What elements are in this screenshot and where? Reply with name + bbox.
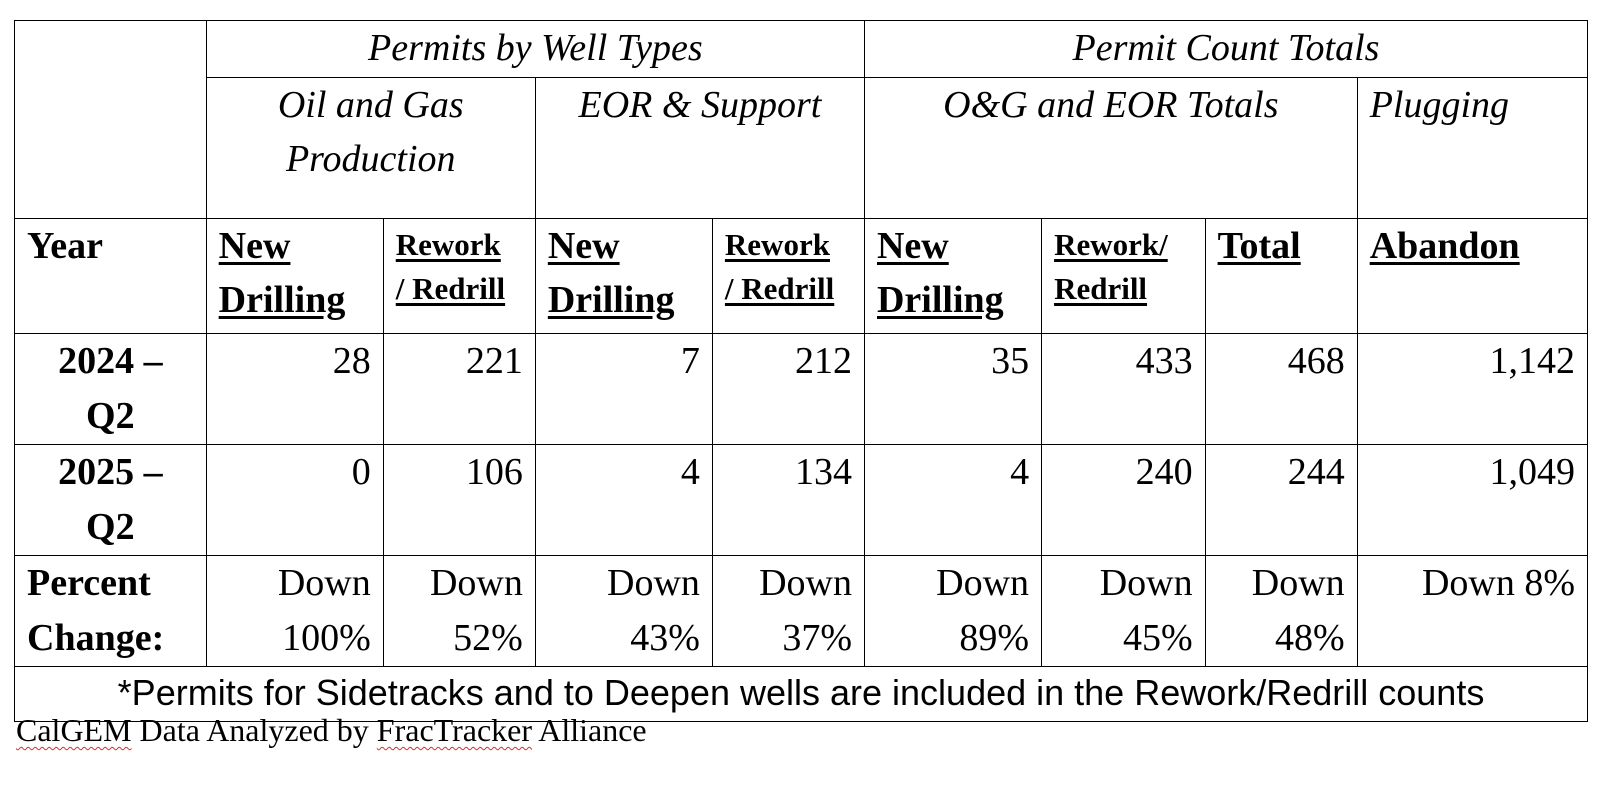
table-cell: 1,049 — [1357, 445, 1587, 556]
col-eor-rework-line1: Rework — [724, 227, 830, 262]
subgroup-header-row — [15, 78, 1588, 219]
percent-cell — [1042, 556, 1206, 667]
subgroup-eor: EOR & Support — [535, 78, 864, 219]
col-eor-new-line2: Drilling — [547, 279, 675, 321]
pct-word: Down — [607, 562, 700, 604]
col-total-new-line2: Drilling — [876, 279, 1004, 321]
table-row — [15, 334, 1588, 445]
percent-cell — [1357, 556, 1587, 667]
percent-cell — [864, 556, 1041, 667]
col-total-label: Total — [1217, 225, 1301, 267]
group-permit-totals: Permit Count Totals — [864, 21, 1587, 78]
col-abandon-label: Abandon — [1369, 225, 1520, 267]
column-total-rework — [1042, 219, 1206, 334]
table-cell: 7 — [535, 334, 712, 445]
col-eor-rework-line2: / Redrill — [724, 271, 835, 306]
row-year-line1: 2024 – — [58, 340, 163, 382]
credit-calgem: CalGEM — [16, 712, 132, 748]
column-total — [1205, 219, 1357, 334]
pct-value: 37% — [782, 617, 852, 659]
column-total-new-drilling — [864, 219, 1041, 334]
table-cell: 106 — [383, 445, 535, 556]
pct-value: 52% — [453, 617, 523, 659]
column-og-new-drilling — [206, 219, 383, 334]
table-cell: 244 — [1205, 445, 1357, 556]
source-credit — [16, 710, 647, 750]
column-year-label: Year — [27, 225, 103, 267]
table-cell: 1,142 — [1357, 334, 1587, 445]
pct-word: Down — [277, 562, 371, 604]
column-eor-rework — [712, 219, 864, 334]
column-og-rework — [383, 219, 535, 334]
subgroup-plugging: Plugging — [1357, 78, 1587, 219]
corner-cell — [15, 21, 207, 219]
group-well-types: Permits by Well Types — [206, 21, 864, 78]
table-cell: 4 — [864, 445, 1041, 556]
percent-cell — [383, 556, 535, 667]
pct-word: Down — [1099, 562, 1193, 604]
pct-value: 89% — [959, 617, 1030, 659]
credit-middle: Data Analyzed by — [131, 712, 377, 748]
table-cell: 212 — [712, 334, 864, 445]
credit-fractracker: FracTracker — [376, 712, 532, 748]
percent-label-line1: Percent — [27, 562, 151, 604]
col-total-new-line1: New — [876, 225, 949, 267]
pct-word: Down — [936, 562, 1030, 604]
column-abandon — [1357, 219, 1587, 334]
table-cell: 4 — [535, 445, 712, 556]
table-cell: 221 — [383, 334, 535, 445]
row-year-line2: Q2 — [86, 395, 135, 437]
table-cell: 0 — [206, 445, 383, 556]
percent-change-label — [15, 556, 207, 667]
pct-word: Down — [759, 562, 852, 604]
percent-cell — [206, 556, 383, 667]
credit-end: Alliance — [532, 712, 647, 748]
column-header-row — [15, 219, 1588, 334]
percent-cell — [1205, 556, 1357, 667]
group-header-row — [15, 21, 1588, 78]
subgroup-oil-gas-line1: Oil and Gas — [277, 84, 464, 126]
table-cell: 35 — [864, 334, 1041, 445]
percent-label-line2: Change: — [27, 617, 165, 659]
pct-value: 43% — [630, 617, 700, 659]
row-year-line2: Q2 — [86, 506, 135, 548]
table-cell: 433 — [1042, 334, 1206, 445]
footnote: *Permits for Sidetracks and to Deepen wells are included in the Rework/Redrill counts — [15, 667, 1588, 722]
col-og-new-line1: New — [218, 225, 291, 267]
table-cell: 468 — [1205, 334, 1357, 445]
permits-table — [14, 20, 1588, 722]
subgroup-og-eor-totals: O&G and EOR Totals — [864, 78, 1357, 219]
row-year-2024 — [15, 334, 207, 445]
col-total-rework-line2: Redrill — [1054, 271, 1148, 306]
pct-word: Down — [429, 562, 523, 604]
col-og-rework-line1: Rework — [395, 227, 501, 262]
pct-value: 45% — [1122, 617, 1193, 659]
table-cell: 134 — [712, 445, 864, 556]
subgroup-oil-gas-line2: Production — [285, 138, 456, 180]
subgroup-oil-gas — [206, 78, 535, 219]
row-year-line1: 2025 – — [58, 451, 163, 493]
percent-cell — [712, 556, 864, 667]
pct-word: Down 8% — [1421, 562, 1575, 604]
pct-value: 48% — [1275, 617, 1345, 659]
percent-change-row — [15, 556, 1588, 667]
table-cell: 240 — [1042, 445, 1206, 556]
column-eor-new-drilling — [535, 219, 712, 334]
col-og-rework-line2: / Redrill — [395, 271, 506, 306]
table-cell: 28 — [206, 334, 383, 445]
pct-value: 100% — [282, 617, 371, 659]
col-eor-new-line1: New — [547, 225, 620, 267]
table-row — [15, 445, 1588, 556]
pct-word: Down — [1251, 562, 1345, 604]
col-total-rework-line1: Rework/ — [1054, 227, 1168, 262]
col-og-new-line2: Drilling — [218, 279, 346, 321]
row-year-2025 — [15, 445, 207, 556]
column-year — [15, 219, 207, 334]
percent-cell — [535, 556, 712, 667]
